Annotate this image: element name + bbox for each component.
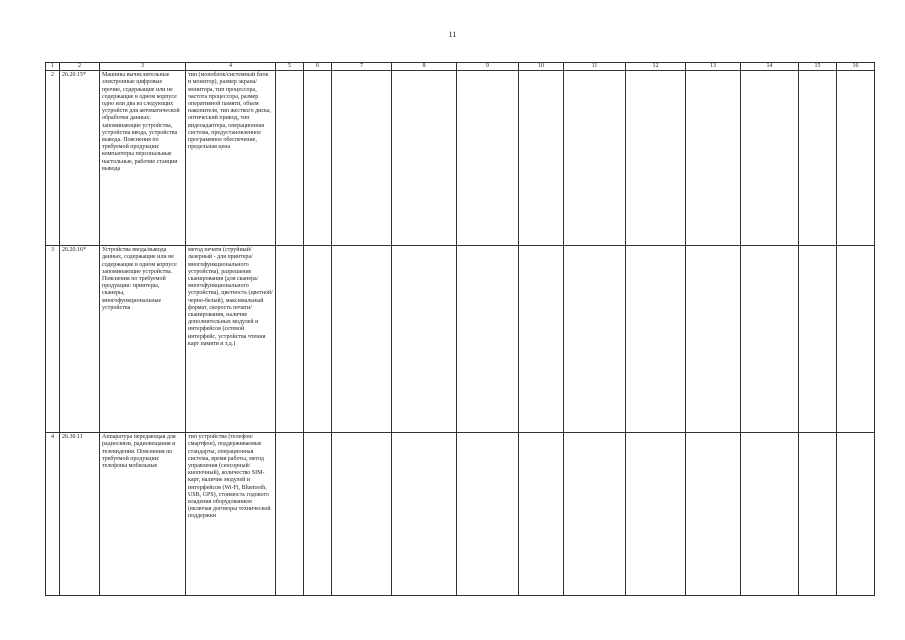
empty-cell bbox=[837, 71, 875, 246]
row-number: 2 bbox=[46, 71, 60, 246]
product-name: Устройства ввода/вывода данных, содержащие или не содержащие в одном корпусе запоминающие устройства. Пояснения по требуемой продукции: принтеры, сканеры, многофункциональные устройства bbox=[100, 246, 186, 433]
empty-cell bbox=[626, 71, 686, 246]
empty-cell bbox=[392, 246, 457, 433]
column-header: 9 bbox=[457, 63, 519, 71]
empty-cell bbox=[392, 433, 457, 596]
empty-cell bbox=[837, 433, 875, 596]
column-header: 3 bbox=[100, 63, 186, 71]
empty-cell bbox=[686, 246, 741, 433]
column-header: 16 bbox=[837, 63, 875, 71]
empty-cell bbox=[457, 246, 519, 433]
column-header: 10 bbox=[519, 63, 564, 71]
product-characteristics: тип (моноблок/системный блок и монитор), размер экрана/монитора, тип процессора, частота процессора, размер оперативной памяти, объем накопителя, тип жесткого диска, оптический привод, тип видеоадаптера, операционная система, предустановленное программное обеспечение, предельная цена bbox=[186, 71, 276, 246]
empty-cell bbox=[457, 433, 519, 596]
column-header: 14 bbox=[741, 63, 799, 71]
empty-cell bbox=[741, 433, 799, 596]
product-name: Аппаратура передающая для радиосвязи, радиовещания и телевидения. Пояснения по требуемой продукции: телефоны мобильные bbox=[100, 433, 186, 596]
column-header: 4 bbox=[186, 63, 276, 71]
empty-cell bbox=[837, 246, 875, 433]
row-number: 3 bbox=[46, 246, 60, 433]
column-header: 13 bbox=[686, 63, 741, 71]
empty-cell bbox=[276, 71, 304, 246]
column-header: 1 bbox=[46, 63, 60, 71]
table-row bbox=[46, 71, 875, 246]
column-header: 5 bbox=[276, 63, 304, 71]
okpd-code: 26.30.11 bbox=[60, 433, 100, 596]
column-header: 7 bbox=[332, 63, 392, 71]
empty-cell bbox=[741, 246, 799, 433]
row-number: 4 bbox=[46, 433, 60, 596]
empty-cell bbox=[276, 433, 304, 596]
page-number: 11 bbox=[448, 30, 457, 39]
empty-cell bbox=[799, 246, 837, 433]
column-header: 15 bbox=[799, 63, 837, 71]
table-row bbox=[46, 433, 875, 596]
empty-cell bbox=[799, 433, 837, 596]
product-characteristics: тип устройства (телефон/смартфон), поддерживаемые стандарты, операционная система, время работы, метод управления (сенсорный/кнопочный), количество SIM-карт, наличие модулей и интерфейсов (Wi-Fi, Bluetooth, USB, GPS), стоимость годового владения оборудованием (включая договоры технической поддержки bbox=[186, 433, 276, 596]
empty-cell bbox=[799, 71, 837, 246]
empty-cell bbox=[741, 71, 799, 246]
empty-cell bbox=[276, 246, 304, 433]
empty-cell bbox=[564, 71, 626, 246]
empty-cell bbox=[304, 246, 332, 433]
empty-cell bbox=[304, 433, 332, 596]
product-name: Машины вычислительные электронные цифровые прочие, содержащие или не содержащие в одном корпусе одно или два из следующих устройств для автоматической обработки данных: запоминающие устройства, устройства ввода, устройства вывода. Пояснения по требуемой продукции: компьютеры персональные настольные, рабочие станции вывода bbox=[100, 71, 186, 246]
column-header: 2 bbox=[60, 63, 100, 71]
empty-cell bbox=[457, 71, 519, 246]
empty-cell bbox=[626, 246, 686, 433]
okpd-code: 26.20.16* bbox=[60, 246, 100, 433]
empty-cell bbox=[519, 433, 564, 596]
empty-cell bbox=[392, 71, 457, 246]
empty-cell bbox=[332, 433, 392, 596]
empty-cell bbox=[686, 433, 741, 596]
empty-cell bbox=[626, 433, 686, 596]
empty-cell bbox=[332, 246, 392, 433]
empty-cell bbox=[332, 71, 392, 246]
empty-cell bbox=[519, 246, 564, 433]
empty-cell bbox=[304, 71, 332, 246]
product-characteristics: метод печати (струйный/лазерный - для принтера/многофункционального устройства), разрешение сканирования (для сканера/многофункционального устройства), цветность (цветной/черно-белый), максимальный формат, скорость печати/сканирования, наличие дополнительных модулей и интерфейсов (сетевой интерфейс, устройства чтения карт памяти и т.д.) bbox=[186, 246, 276, 433]
empty-cell bbox=[519, 71, 564, 246]
requirements-table bbox=[45, 62, 875, 596]
column-header: 11 bbox=[564, 63, 626, 71]
table-row bbox=[46, 246, 875, 433]
column-header: 6 bbox=[304, 63, 332, 71]
okpd-code: 26.20.15* bbox=[60, 71, 100, 246]
empty-cell bbox=[564, 433, 626, 596]
empty-cell bbox=[564, 246, 626, 433]
column-header: 8 bbox=[392, 63, 457, 71]
header-row bbox=[46, 63, 875, 71]
column-header: 12 bbox=[626, 63, 686, 71]
empty-cell bbox=[686, 71, 741, 246]
